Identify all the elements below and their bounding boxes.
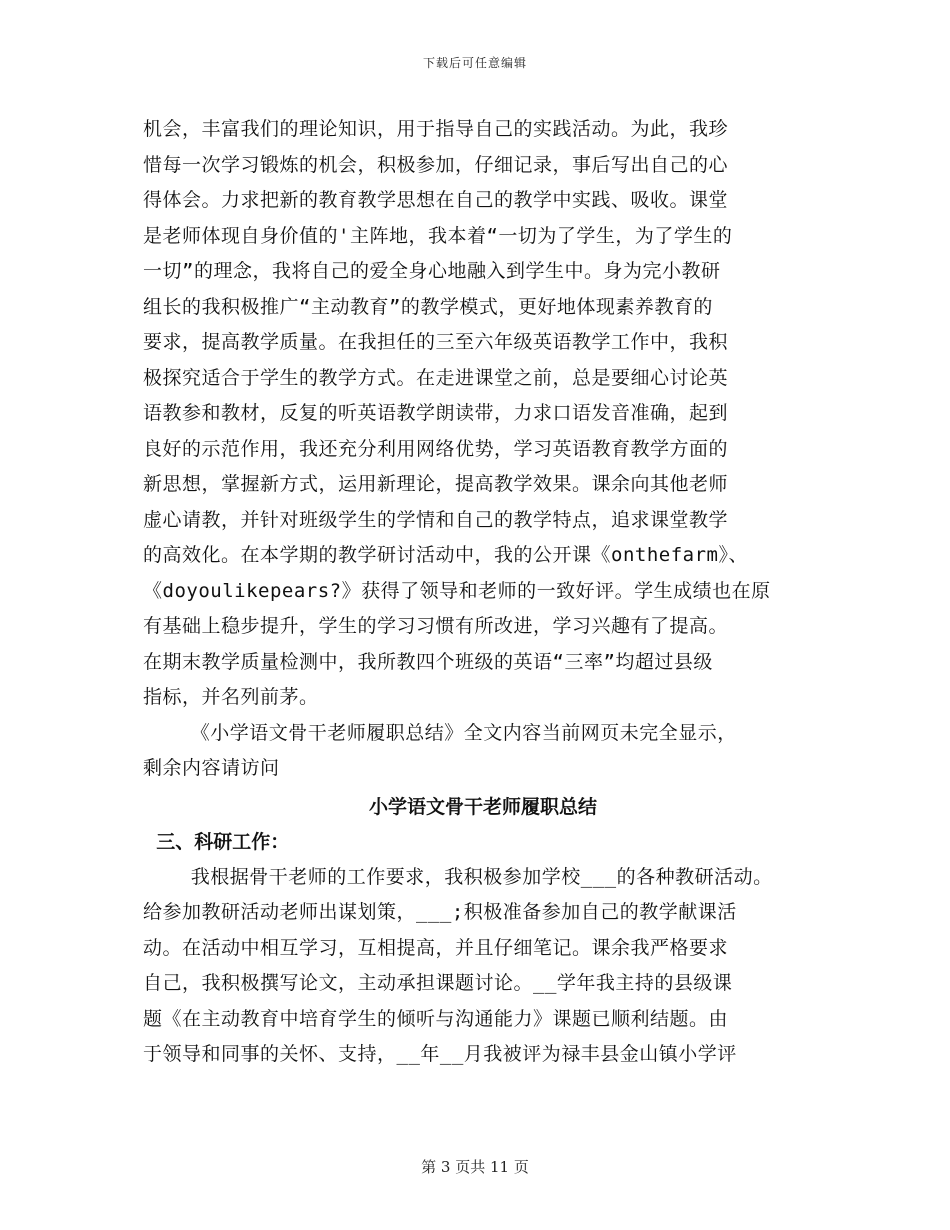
- page-header: 下载后可任意编辑: [422, 56, 527, 70]
- text-line: 动。在活动中相互学习，互相提高，并且仔细笔记。课余我严格要求: [143, 936, 729, 959]
- text-line: 指标，并名列前茅。: [143, 686, 319, 708]
- text-line: 给参加教研活动老师出谋划策，___;积极准备参加自己的教学献课活: [143, 901, 737, 923]
- body-paragraph: [143, 112, 823, 787]
- text-line: 题《在主动教育中培育学生的倾听与沟通能力》课题已顺利结题。由: [143, 1007, 729, 1030]
- text-line: 组长的我积极推广“主动教育”的教学模式，更好地体现素养教育的: [143, 295, 713, 318]
- page-footer: 第 3 页共 11 页: [421, 1158, 529, 1176]
- text-line: 虚心请教，并针对班级学生的学情和自己的教学特点，追求课堂教学: [143, 508, 729, 531]
- text-line: 自己，我积极撰写论文，主动承担课题讨论。__学年我主持的县级课: [143, 972, 733, 994]
- text-line: 良好的示范作用，我还充分利用网络优势，学习英语教育教学方面的: [143, 437, 729, 460]
- document-body: [143, 112, 823, 1073]
- text-line: 机会，丰富我们的理论知识，用于指导自己的实践活动。为此，我珍: [143, 118, 729, 140]
- text-line: 在期末教学质量检测中，我所教四个班级的英语“三率”均超过县级: [143, 650, 713, 673]
- text-line: 的高效化。在本学期的教学研讨活动中，我的公开课《onthefarm》、: [143, 544, 748, 566]
- section-heading: 三、科研工作：: [143, 830, 290, 853]
- text-line: 一切”的理念，我将自己的爱全身心地融入到学生中。身为完小教研: [143, 260, 721, 282]
- text-line: 惜每一次学习锻炼的机会，积极参加，仔细记录，事后写出自己的心: [143, 153, 729, 176]
- text-line: 得体会。力求把新的教育教学思想在自己的教学中实践、吸收。课堂: [143, 189, 729, 211]
- text-line: 极探究适合于学生的教学方式。在走进课堂之前，总是要细心讨论英: [143, 366, 729, 389]
- section-paragraph: [143, 860, 823, 1073]
- text-line: 要求，提高教学质量。在我担任的三至六年级英语教学工作中，我积: [143, 331, 729, 353]
- text-line: 于领导和同事的关怀、支持，__年__月我被评为禄丰县金山镇小学评: [143, 1043, 737, 1065]
- text-line: 语教参和教材，反复的听英语教学朗读带，力求口语发音准确，起到: [143, 402, 729, 424]
- text-line: 《小学语文骨干老师履职总结》全文内容当前网页未完全显示，: [143, 721, 737, 744]
- text-line: 《doyoulikepears?》获得了领导和老师的一致好评。学生成绩也在原: [143, 579, 771, 602]
- document-title: 小学语文骨干老师履职总结: [368, 795, 597, 818]
- text-line: 是老师体现自身价值的'主阵地，我本着“一切为了学生，为了学生的: [143, 224, 733, 247]
- text-line: 新思想，掌握新方式，运用新理论，提高教学效果。课余向其他老师: [143, 473, 729, 495]
- text-line: 剩余内容请访问: [143, 757, 280, 779]
- text-line: 我根据骨干老师的工作要求，我积极参加学校___的各种教研活动。: [143, 865, 773, 888]
- text-line: 有基础上稳步提升，学生的学习习惯有所改进，学习兴趣有了提高。: [143, 615, 729, 637]
